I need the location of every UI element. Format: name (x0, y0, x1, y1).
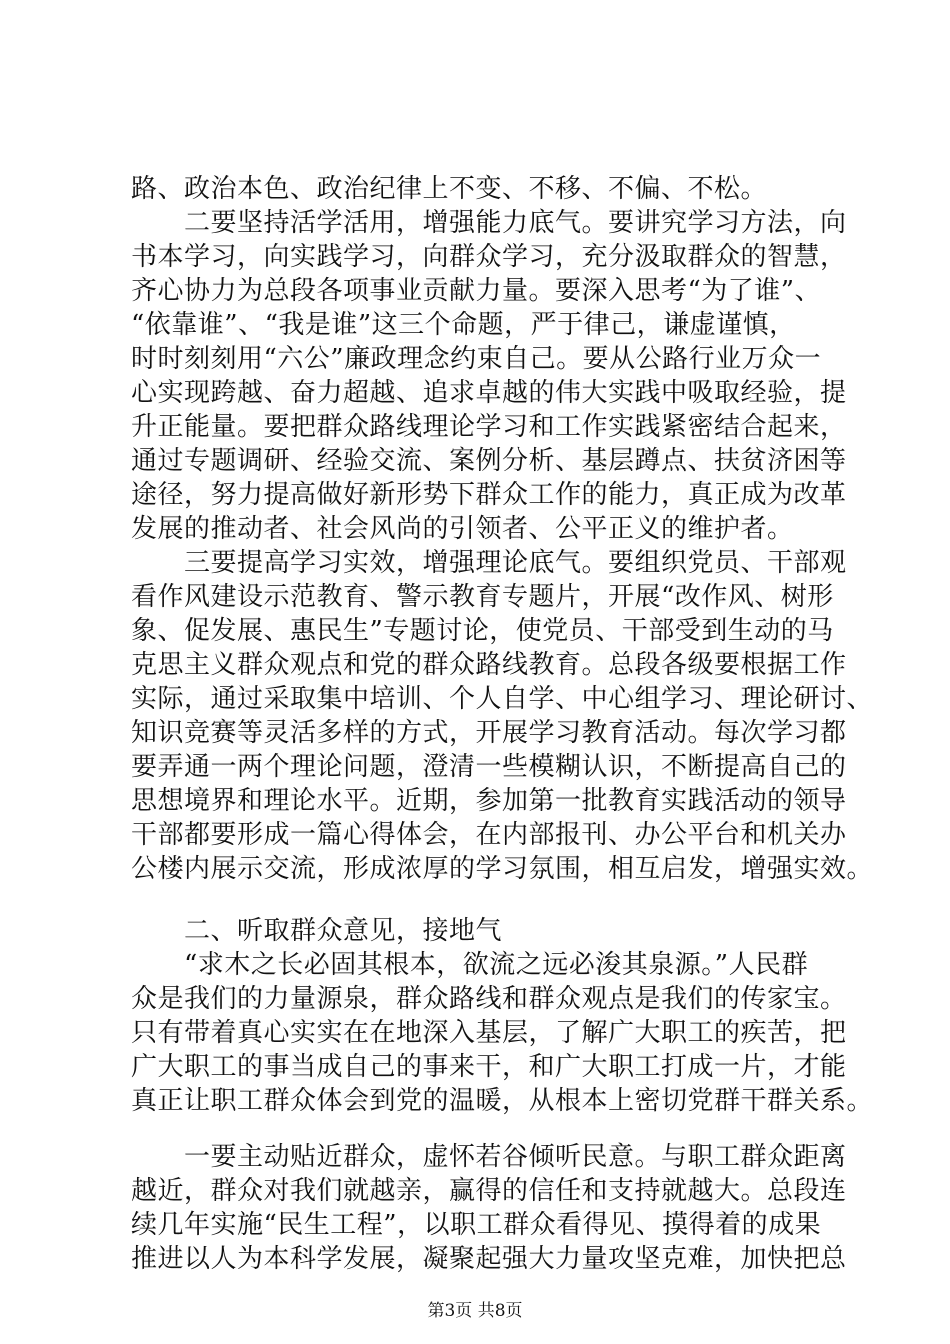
text-line: “求木之长必固其根本，欲流之远必浚其泉源。”人民群 (131, 950, 809, 980)
text-line: 思想境界和理论水平。近期，参加第一批教育实践活动的领导 (131, 786, 847, 816)
text-line: 看作风建设示范教育、警示教育专题片，开展“改作风、树形 (131, 582, 834, 612)
text-line: 通过专题调研、经验交流、案例分析、基层蹲点、扶贫济困等 (131, 446, 847, 476)
page-footer: 第3页 共8页 (427, 1301, 523, 1321)
text-line: 众是我们的力量源泉，群众路线和群众观点是我们的传家宝。 (131, 984, 847, 1014)
text-line: 一要主动贴近群众，虚怀若谷倾听民意。与职工群众距离 (131, 1142, 847, 1172)
text-line: 时时刻刻用“六公”廉政理念约束自己。要从公路行业万众一 (131, 344, 822, 374)
text-line: 续几年实施“民生工程”，以职工群众看得见、摸得着的成果 (131, 1210, 822, 1240)
text-line: 实际，通过采取集中培训、个人自学、中心组学习、理论研讨、 (131, 684, 874, 714)
text-line: 升正能量。要把群众路线理论学习和工作实践紧密结合起来， (131, 412, 847, 442)
text-line: 克思主义群众观点和党的群众路线教育。总段各级要根据工作 (131, 650, 847, 680)
text-line: 真正让职工群众体会到党的温暖，从根本上密切党群干群关系。 (131, 1086, 874, 1116)
text-line: 要弄通一两个理论问题，澄清一些模糊认识，不断提高自己的 (131, 752, 847, 782)
text-line: 二要坚持活学活用，增强能力底气。要讲究学习方法，向 (131, 208, 847, 238)
text-line: 干部都要形成一篇心得体会，在内部报刊、办公平台和机关办 (131, 820, 847, 850)
text-line: 越近，群众对我们就越亲，赢得的信任和支持就越大。总段连 (131, 1176, 847, 1206)
text-line: 齐心协力为总段各项事业贡献力量。要深入思考“为了谁”、 (131, 276, 822, 306)
text-line: 书本学习，向实践学习，向群众学习，充分汲取群众的智慧， (131, 242, 847, 272)
text-line: 广大职工的事当成自己的事来干，和广大职工打成一片，才能 (131, 1052, 847, 1082)
text-line: 途径，努力提高做好新形势下群众工作的能力，真正成为改革 (131, 480, 847, 510)
text-line: 三要提高学习实效，增强理论底气。要组织党员、干部观 (131, 548, 847, 578)
text-line: 公楼内展示交流，形成浓厚的学习氛围，相互启发，增强实效。 (131, 854, 874, 884)
text-line: 路、政治本色、政治纪律上不变、不移、不偏、不松。 (131, 174, 768, 204)
text-line: 知识竞赛等灵活多样的方式，开展学习教育活动。每次学习都 (131, 718, 847, 748)
text-line: 推进以人为本科学发展，凝聚起强大力量攻坚克难，加快把总 (131, 1244, 847, 1274)
text-line: “依靠谁”、“我是谁”这三个命题，严于律己，谦虚谨慎， (131, 310, 796, 340)
text-line: 象、促发展、惠民生”专题讨论，使党员、干部受到生动的马 (131, 616, 834, 646)
text-line: 心实现跨越、奋力超越、追求卓越的伟大实践中吸取经验，提 (131, 378, 847, 408)
text-line: 发展的推动者、社会风尚的引领者、公平正义的维护者。 (131, 514, 794, 544)
text-line: 只有带着真心实实在在地深入基层，了解广大职工的疾苦，把 (131, 1018, 847, 1048)
section-heading: 二、听取群众意见，接地气 (131, 916, 503, 946)
